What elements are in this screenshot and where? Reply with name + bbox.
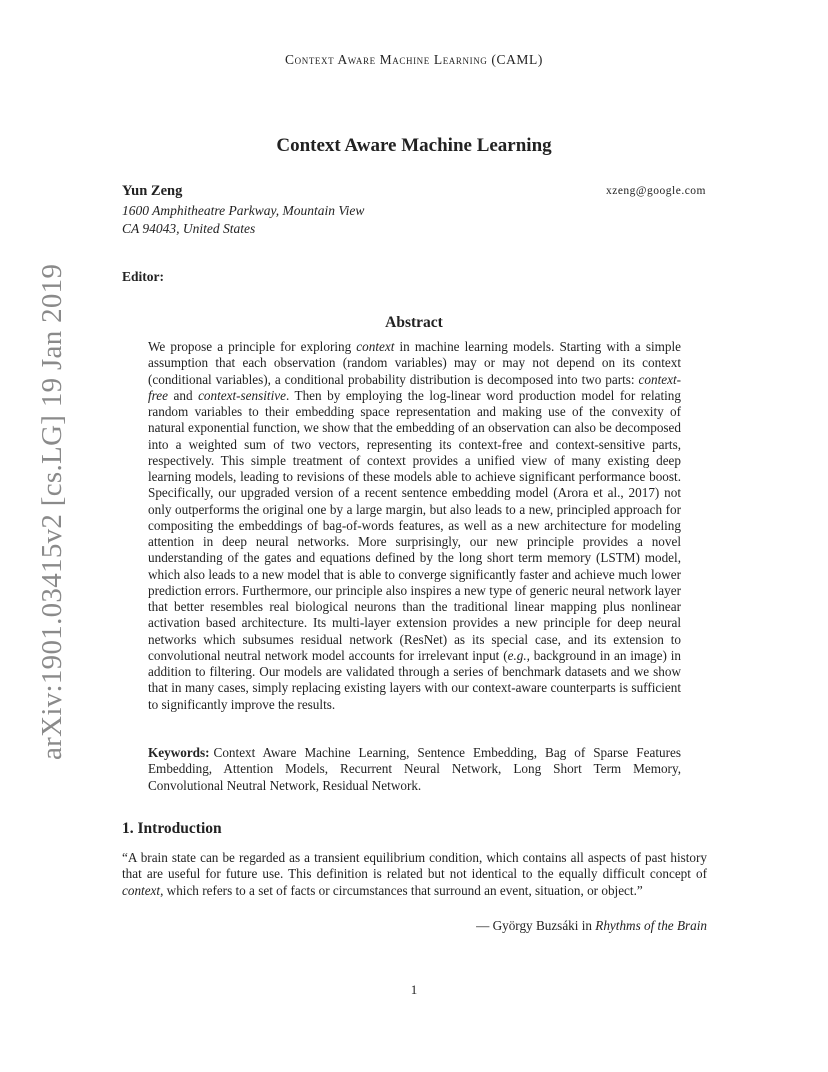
author-name: Yun Zeng [122,183,183,199]
running-head: Context Aware Machine Learning (CAML) [285,52,543,67]
quote-attribution [476,918,707,934]
abstract-emphasis-eg: e.g., [507,647,530,663]
quote-text-2: , which refers to a set of facts or circumstances that surround an event, situation, or object.” [160,882,643,898]
keywords-text: Context Aware Machine Learning, Sentence Embedding, Bag of Sparse Features Embedding, Attention Models, Recurrent Neural Network, Long Short Term Memory, Convolutional Neutral Network, Residual Network. [148,745,681,793]
section-heading-introduction: 1. Introduction [122,820,222,837]
author-email: xzeng@google.com [605,185,706,197]
abstract-heading: Abstract [385,314,443,331]
abstract-emphasis-context-free: context-free [148,371,681,403]
page-number: 1 [410,982,418,997]
epigraph-quote [122,850,707,899]
keywords [148,745,681,794]
abstract-text-2: in machine learning models. Starting with a simple assumption that each observation (random variables) may or may not depend on its context (conditional variables), a conditional probability distribution is decomposed into two parts: [148,339,681,387]
quote-text-1: “A brain state can be regarded as a transient equilibrium condition, which contains all aspects of past history that are useful for future use. This definition is related but not identical to the equally difficult concept of [122,850,707,882]
abstract-text-5: background in an image) in addition to filtering. Our models are validated through a series of benchmark datasets and we show that in many cases, simply replacing existing layers with our context-aware counterparts is sufficient to significantly improve the results. [148,647,681,712]
abstract-emphasis-context-sensitive: context-sensitive [198,387,286,403]
abstract-text-4: . Then by employing the log-linear word production model for relating random variables to their embedding space representation and making use of the convexity of natural exponential function, we show that the embedding of an observation can also be decomposed into a weighted sum of two vectors, representing its context-free and context-sensitive parts, respectively. This simple treatment of context provides a unified view of many existing deep learning models, leading to revisions of these models able to achieve significant performance boost. Specifically, our upgraded version of a recent sentence embedding model (Arora et al., 2017) not only outperforms the original one by a large margin, but also leads to a new, principled approach for compositing the embeddings of bag-of-words features, as well as a new architecture for modeling attention in deep neural networks. More surprisingly, our new principle provides a novel understanding of the gates and equations defined by the long short term memory (LSTM) model, which also leads to a new model that is able to converge significantly faster and achieve much lower prediction errors. Furthermore, our principle also inspires a new type of generic neural network layer that better resembles real biological neurons than the traditional linear mapping plus nonlinear activation based architecture. Its multi-layer extension provides a new principle for deep neural networks which subsumes residual network (ResNet) as its special case, and its extension to convolutional neutral network model accounts for irrelevant input ( [148,387,681,663]
abstract-text-1: We propose a principle for exploring [148,339,357,354]
arxiv-identifier: arXiv:1901.03415v2 [cs.LG] 19 Jan 2019 [36,263,68,760]
abstract-emphasis-context: context [356,339,395,354]
editor-label: Editor: [122,269,164,284]
author-address-line1: 1600 Amphitheatre Parkway, Mountain View [122,203,365,218]
attribution-book: Rhythms of the Brain [595,918,707,933]
attribution-author: — György Buzsáki in [476,918,596,933]
keywords-label: Keywords: [148,745,210,760]
paper-title: Context Aware Machine Learning [276,135,552,156]
author-address-line2: CA 94043, United States [122,221,256,236]
abstract-body [148,339,681,713]
abstract-text-3: and [168,387,199,403]
quote-emphasis-context: context [122,882,161,898]
